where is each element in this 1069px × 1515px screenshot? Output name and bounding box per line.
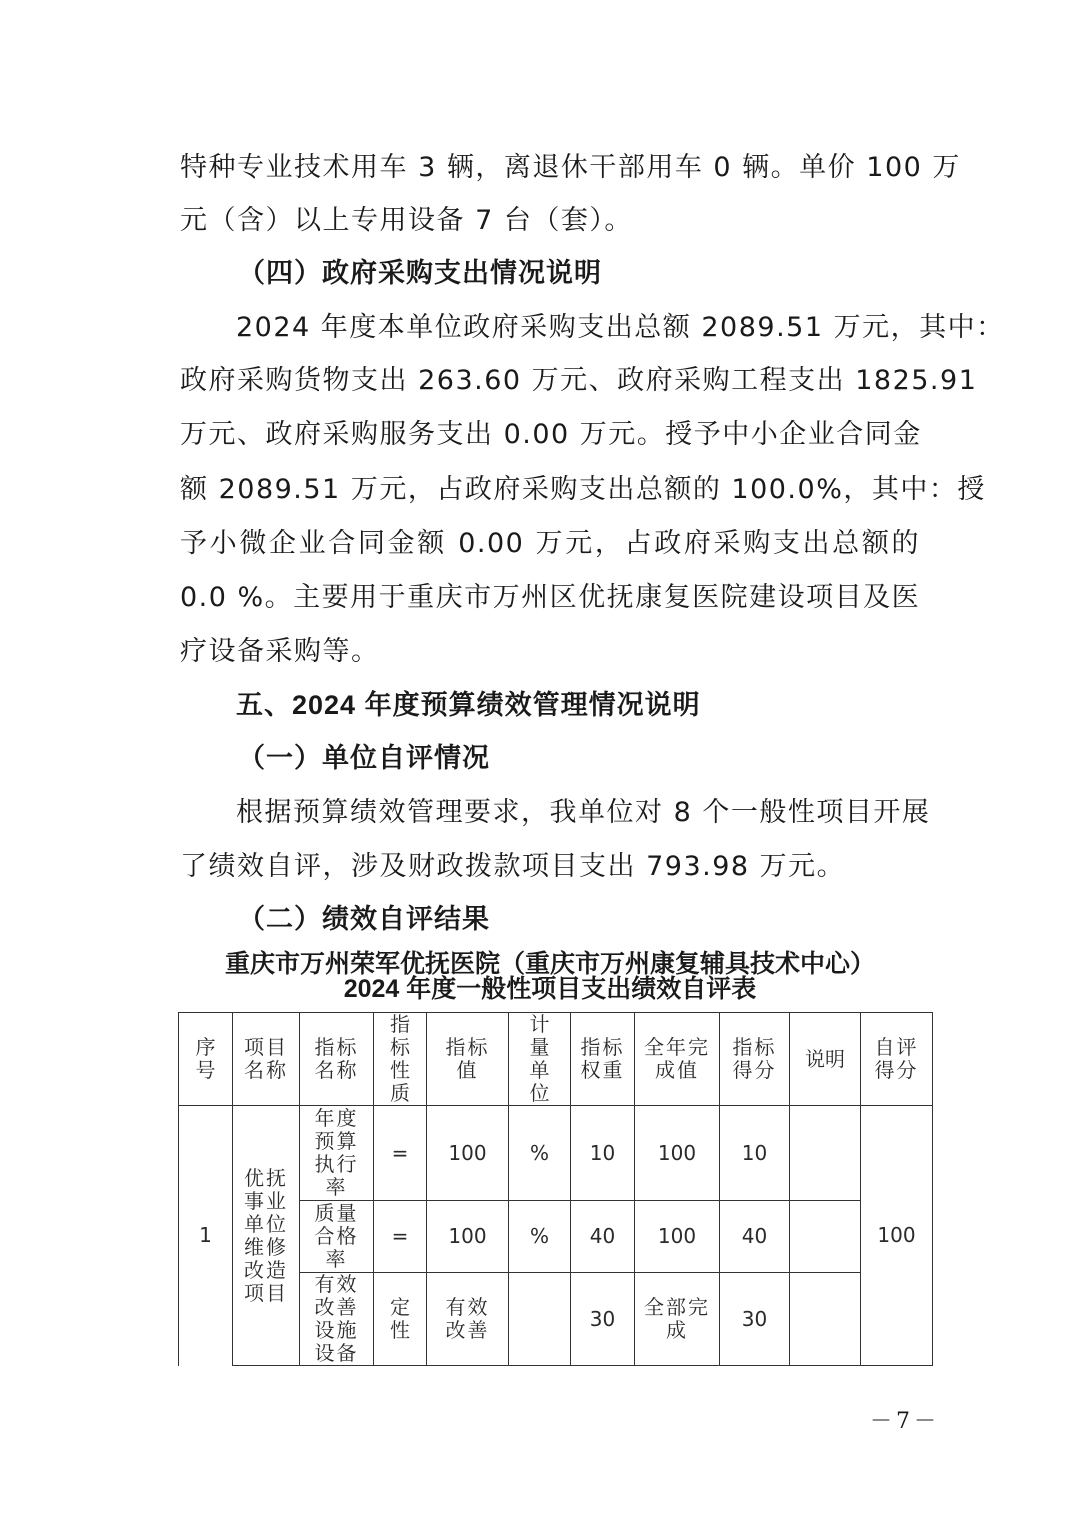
cell-weight: 10	[571, 1106, 635, 1201]
page-number: －7－	[870, 1409, 940, 1434]
cell-seq: 1	[179, 1106, 233, 1366]
section-heading-eval-results: （二）绩效自评结果	[238, 904, 490, 935]
paragraph-procurement-line-1: 2024 年度本单位政府采购支出总额 2089.51 万元，其中：	[236, 312, 1005, 343]
cell-actual: 100	[635, 1106, 720, 1201]
cell-indicator-nature: 定性	[374, 1273, 427, 1366]
performance-evaluation-table	[178, 1012, 933, 1366]
paragraph-procurement-line-6: 0.0 %。主要用于重庆市万州区优抚康复医院建设项目及医	[180, 582, 921, 613]
paragraph-procurement-line-7: 疗设备采购等。	[180, 636, 380, 667]
cell-note	[790, 1201, 861, 1273]
cell-indicator-value: 100	[427, 1106, 509, 1201]
paragraph-self-eval-line-2: 了绩效自评，涉及财政拨款项目支出 793.98 万元。	[180, 851, 846, 882]
cell-score: 40	[720, 1201, 790, 1273]
header-indicator-nature: 指标性质	[374, 1013, 427, 1106]
cell-project-name: 优抚事业单位维修改造项目	[233, 1106, 300, 1366]
cell-indicator-value: 100	[427, 1201, 509, 1273]
header-indicator-value: 指标值	[427, 1013, 509, 1106]
cell-unit	[509, 1273, 571, 1366]
cell-self-score: 100	[861, 1106, 933, 1366]
paragraph-procurement-line-2: 政府采购货物支出 263.60 万元、政府采购工程支出 1825.91	[180, 365, 978, 396]
section-heading-self-evaluation: （一）单位自评情况	[238, 743, 490, 774]
cell-indicator-name: 有效改善设施设备	[300, 1273, 374, 1366]
cell-actual: 全部完成	[635, 1273, 720, 1366]
cell-indicator-name: 质量合格率	[300, 1201, 374, 1273]
cell-indicator-name: 年度预算执行率	[300, 1106, 374, 1201]
cell-indicator-nature: =	[374, 1201, 427, 1273]
paragraph-procurement-line-5: 予小微企业合同金额 0.00 万元，占政府采购支出总额的	[180, 528, 920, 559]
table-title-line-2: 2024 年度一般性项目支出绩效自评表	[343, 975, 757, 1003]
paragraph-procurement-line-4: 额 2089.51 万元，占政府采购支出总额的 100.0%，其中：授	[180, 474, 986, 505]
cell-indicator-value: 有效改善	[427, 1273, 509, 1366]
paragraph-self-eval-line-1: 根据预算绩效管理要求，我单位对 8 个一般性项目开展	[236, 797, 931, 828]
section-heading-performance: 五、2024 年度预算绩效管理情况说明	[236, 690, 701, 720]
cell-score: 30	[720, 1273, 790, 1366]
header-self-score: 自评得分	[861, 1013, 933, 1106]
table-title-line-1: 重庆市万州荣军优抚医院（重庆市万州康复辅具技术中心）	[224, 950, 875, 978]
header-weight: 指标权重	[571, 1013, 635, 1106]
table-row	[179, 1106, 933, 1201]
cell-note	[790, 1273, 861, 1366]
header-indicator-score: 指标得分	[720, 1013, 790, 1106]
cell-unit: %	[509, 1201, 571, 1273]
cell-actual: 100	[635, 1201, 720, 1273]
cell-weight: 40	[571, 1201, 635, 1273]
paragraph-vehicles-line-2: 元（含）以上专用设备 7 台（套）。	[180, 205, 633, 236]
paragraph-procurement-line-3: 万元、政府采购服务支出 0.00 万元。授予中小企业合同金	[180, 419, 922, 450]
header-note: 说明	[790, 1013, 861, 1106]
header-indicator-name: 指标名称	[300, 1013, 374, 1106]
section-heading-procurement: （四）政府采购支出情况说明	[238, 258, 602, 289]
table-header-row	[179, 1013, 933, 1106]
header-annual-actual: 全年完成值	[635, 1013, 720, 1106]
header-unit: 计量单位	[509, 1013, 571, 1106]
cell-note	[790, 1106, 861, 1201]
header-seq: 序号	[179, 1013, 233, 1106]
cell-score: 10	[720, 1106, 790, 1201]
cell-indicator-nature: =	[374, 1106, 427, 1201]
cell-unit: %	[509, 1106, 571, 1201]
header-project-name: 项目名称	[233, 1013, 300, 1106]
paragraph-vehicles-line-1: 特种专业技术用车 3 辆，离退休干部用车 0 辆。单价 100 万	[180, 152, 961, 183]
cell-weight: 30	[571, 1273, 635, 1366]
